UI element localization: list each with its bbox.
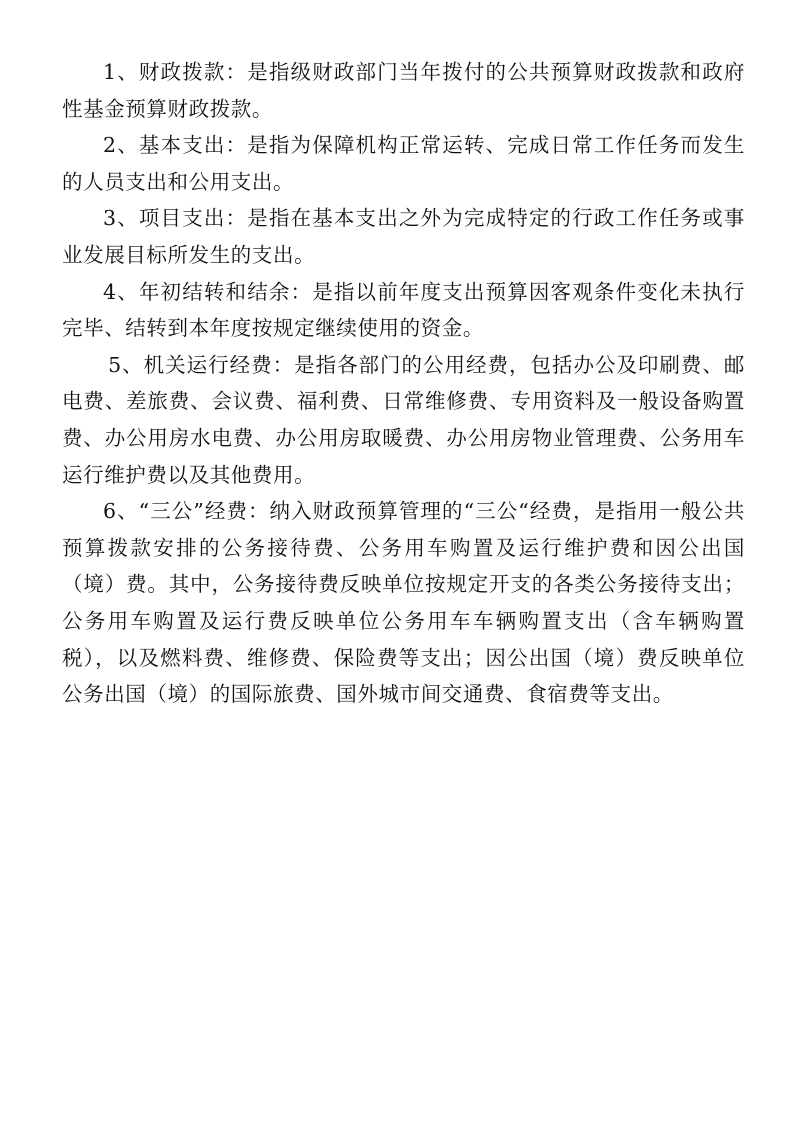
paragraph-operating-expenses: 5、机关运行经费：是指各部门的公用经费，包括办公及印刷费、邮电费、差旅费、会议费、福利费、日常维修费、专用资料及一般设备购置费、办公用房水电费、办公用房取暖费、办公用房物业管理费、公务用车运行维护费以及其他费用。 <box>62 352 745 487</box>
paragraph-fiscal-appropriation: 1、财政拨款：是指级财政部门当年拨付的公共预算财政拨款和政府性基金预算财政拨款。 <box>62 60 745 121</box>
paragraph-three-public-expenses: 6、“三公”经费：纳入财政预算管理的“三公“经费，是指用一般公共预算拨款安排的公务接待费、公务用车购置及运行维护费和因公出国（境）费。其中，公务接待费反映单位按规定开支的各类公务接待支出；公务用车购置及运行费反映单位公务用车车辆购置支出（含车辆购置税），以及燃料费、维修费、保险费等支出；因公出国（境）费反映单位公务出国（境）的国际旅费、国外城市间交通费、食宿费等支出。 <box>62 499 745 707</box>
document-body <box>62 54 745 713</box>
paragraph-basic-expenditure: 2、基本支出：是指为保障机构正常运转、完成日常工作任务而发生的人员支出和公用支出。 <box>62 133 745 194</box>
paragraph-carryover-balance: 4、年初结转和结余：是指以前年度支出预算因客观条件变化未执行完毕、结转到本年度按规定继续使用的资金。 <box>62 279 745 341</box>
paragraph-project-expenditure: 3、项目支出：是指在基本支出之外为完成特定的行政工作任务或事业发展目标所发生的支出。 <box>62 206 745 267</box>
